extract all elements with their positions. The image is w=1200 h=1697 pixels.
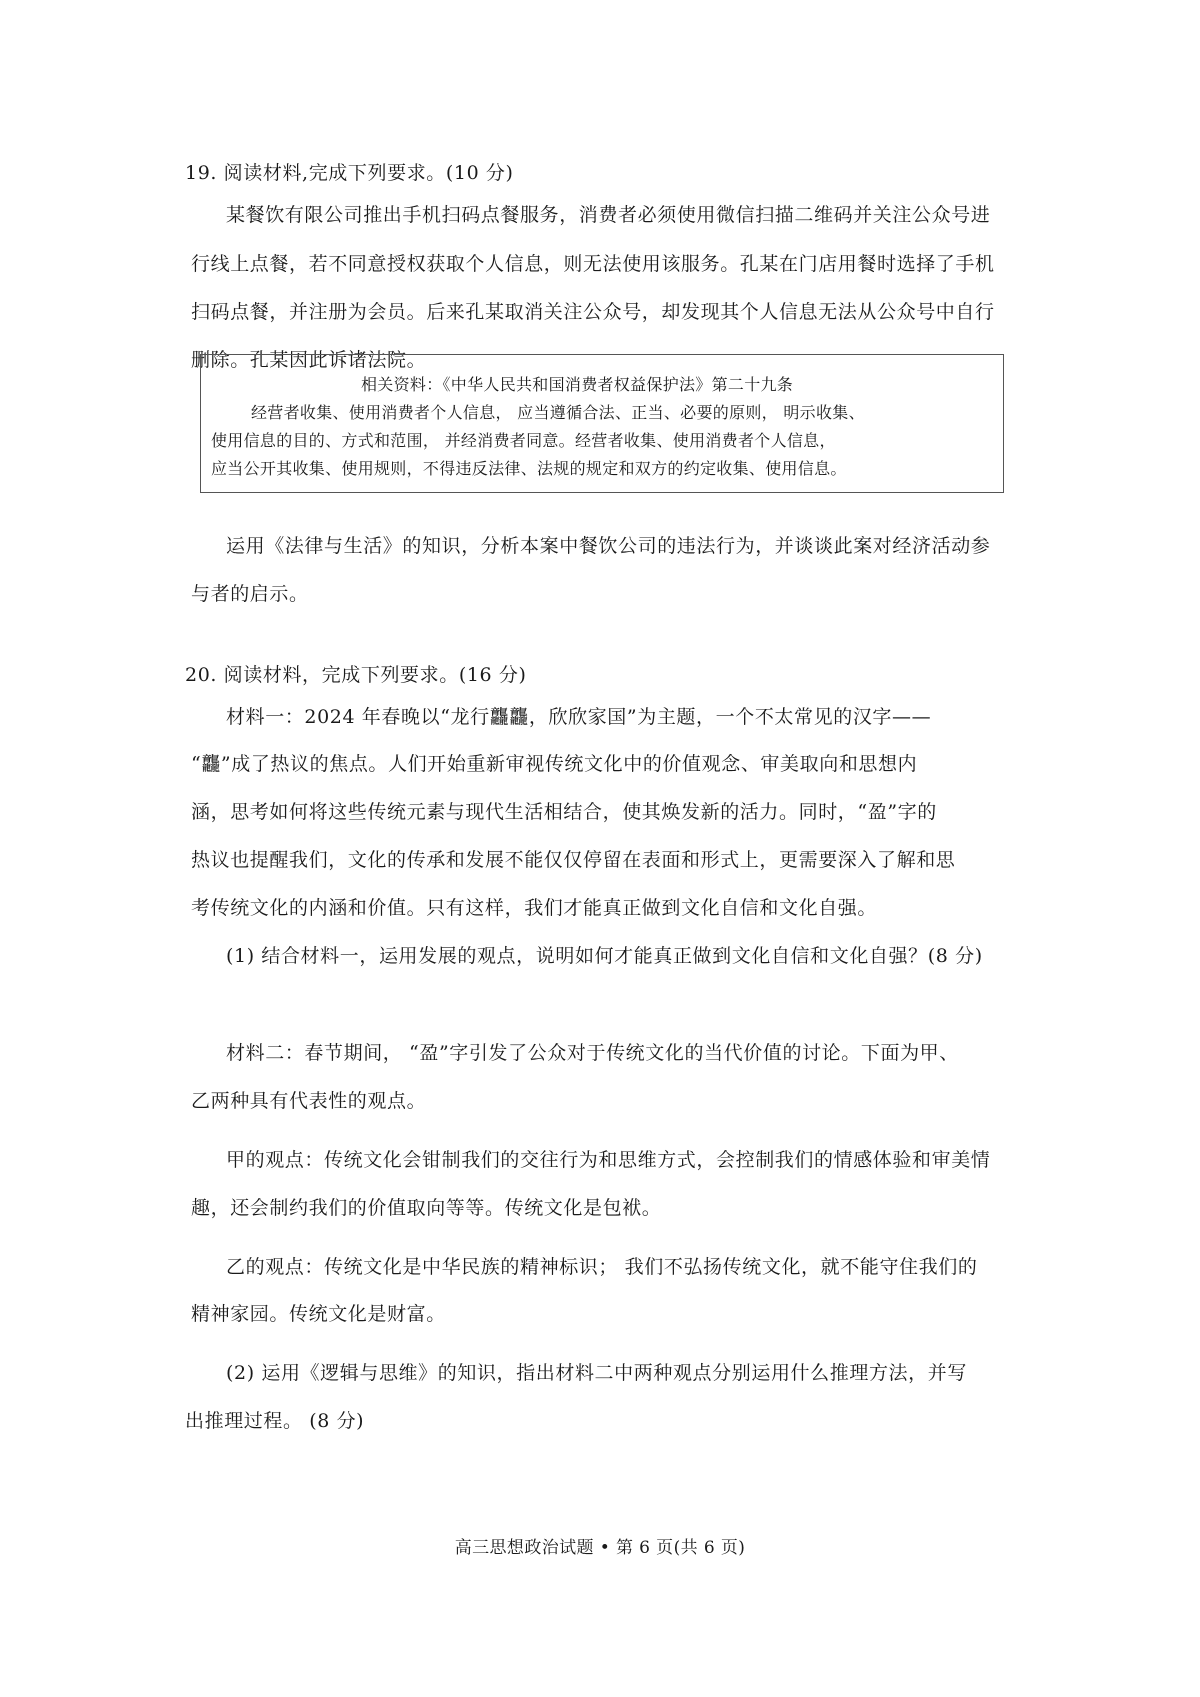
related-law-line: 使用信息的目的、方式和范围， 并经消费者同意。经营者收集、使用消费者个人信息， bbox=[211, 431, 836, 450]
q19-task-line: 与者的启示。 bbox=[191, 583, 309, 605]
related-law-line: 应当公开其收集、使用规则，不得违反法律、法规的规定和双方的约定收集、使用信息。 bbox=[211, 459, 847, 478]
q20-material1-line: 考传统文化的内涵和价值。只有这样，我们才能真正做到文化自信和文化自强。 bbox=[191, 897, 878, 919]
q20-material2-line: 材料二：春节期间， “盈”字引发了公众对于传统文化的当代价值的讨论。下面为甲、 bbox=[226, 1042, 959, 1064]
q20-material1-line: “龘”成了热议的焦点。人们开始重新审视传统文化中的价值观念、审美取向和思想内 bbox=[191, 753, 918, 775]
q20-material1-line: 材料一：2024 年春晚以“龙行龘龘，欣欣家国”为主题，一个不太常见的汉字—— bbox=[226, 706, 932, 728]
viewpoint-jia-line: 甲的观点：传统文化会钳制我们的交往行为和思维方式，会控制我们的情感体验和审美情 bbox=[226, 1149, 991, 1171]
q19-material-line: 行线上点餐，若不同意授权获取个人信息，则无法使用该服务。孔某在门店用餐时选择了手机 bbox=[191, 253, 995, 275]
related-law-box bbox=[200, 354, 1004, 493]
question-19-title: 19. 阅读材料,完成下列要求。(10 分) bbox=[185, 162, 514, 184]
q20-material1-line: 热议也提醒我们，文化的传承和发展不能仅仅停留在表面和形式上，更需要深入了解和思 bbox=[191, 849, 956, 871]
q19-task-line: 运用《法律与生活》的知识，分析本案中餐饮公司的违法行为，并谈谈此案对经济活动参 bbox=[226, 535, 991, 557]
related-law-line: 经营者收集、使用消费者个人信息， 应当遵循合法、正当、必要的原则， 明示收集、 bbox=[251, 403, 865, 422]
page-footer: 高三思想政治试题 • 第 6 页(共 6 页) bbox=[454, 1538, 746, 1558]
q20-subquestion-2-line: 出推理过程。 (8 分) bbox=[185, 1410, 365, 1432]
viewpoint-jia-line: 趣，还会制约我们的价值取向等等。传统文化是包袱。 bbox=[191, 1197, 662, 1219]
viewpoint-yi-line: 乙的观点：传统文化是中华民族的精神标识； 我们不弘扬传统文化，就不能守住我们的 bbox=[226, 1256, 978, 1278]
q19-material-line: 扫码点餐，并注册为会员。后来孔某取消关注公众号，却发现其个人信息无法从公众号中自行 bbox=[191, 301, 995, 323]
q19-material-line: 删除。孔某因此诉诸法院。 bbox=[191, 349, 427, 371]
q20-material1-line: 涵，思考如何将这些传统元素与现代生活相结合，使其焕发新的活力。同时，“盈”字的 bbox=[191, 801, 937, 823]
q20-subquestion-1: (1) 结合材料一，运用发展的观点，说明如何才能真正做到文化自信和文化自强？(8 分) bbox=[226, 945, 983, 967]
viewpoint-yi-line: 精神家园。传统文化是财富。 bbox=[191, 1303, 446, 1325]
q20-subquestion-2-line: (2) 运用《逻辑与思维》的知识，指出材料二中两种观点分别运用什么推理方法，并写 bbox=[226, 1362, 967, 1384]
q19-material-line: 某餐饮有限公司推出手机扫码点餐服务，消费者必须使用微信扫描二维码并关注公众号进 bbox=[226, 204, 991, 226]
related-law-heading: 相关资料：《中华人民共和国消费者权益保护法》第二十九条 bbox=[361, 375, 794, 394]
q20-material2-line: 乙两种具有代表性的观点。 bbox=[191, 1090, 427, 1112]
question-20-title: 20. 阅读材料，完成下列要求。(16 分) bbox=[185, 664, 527, 686]
